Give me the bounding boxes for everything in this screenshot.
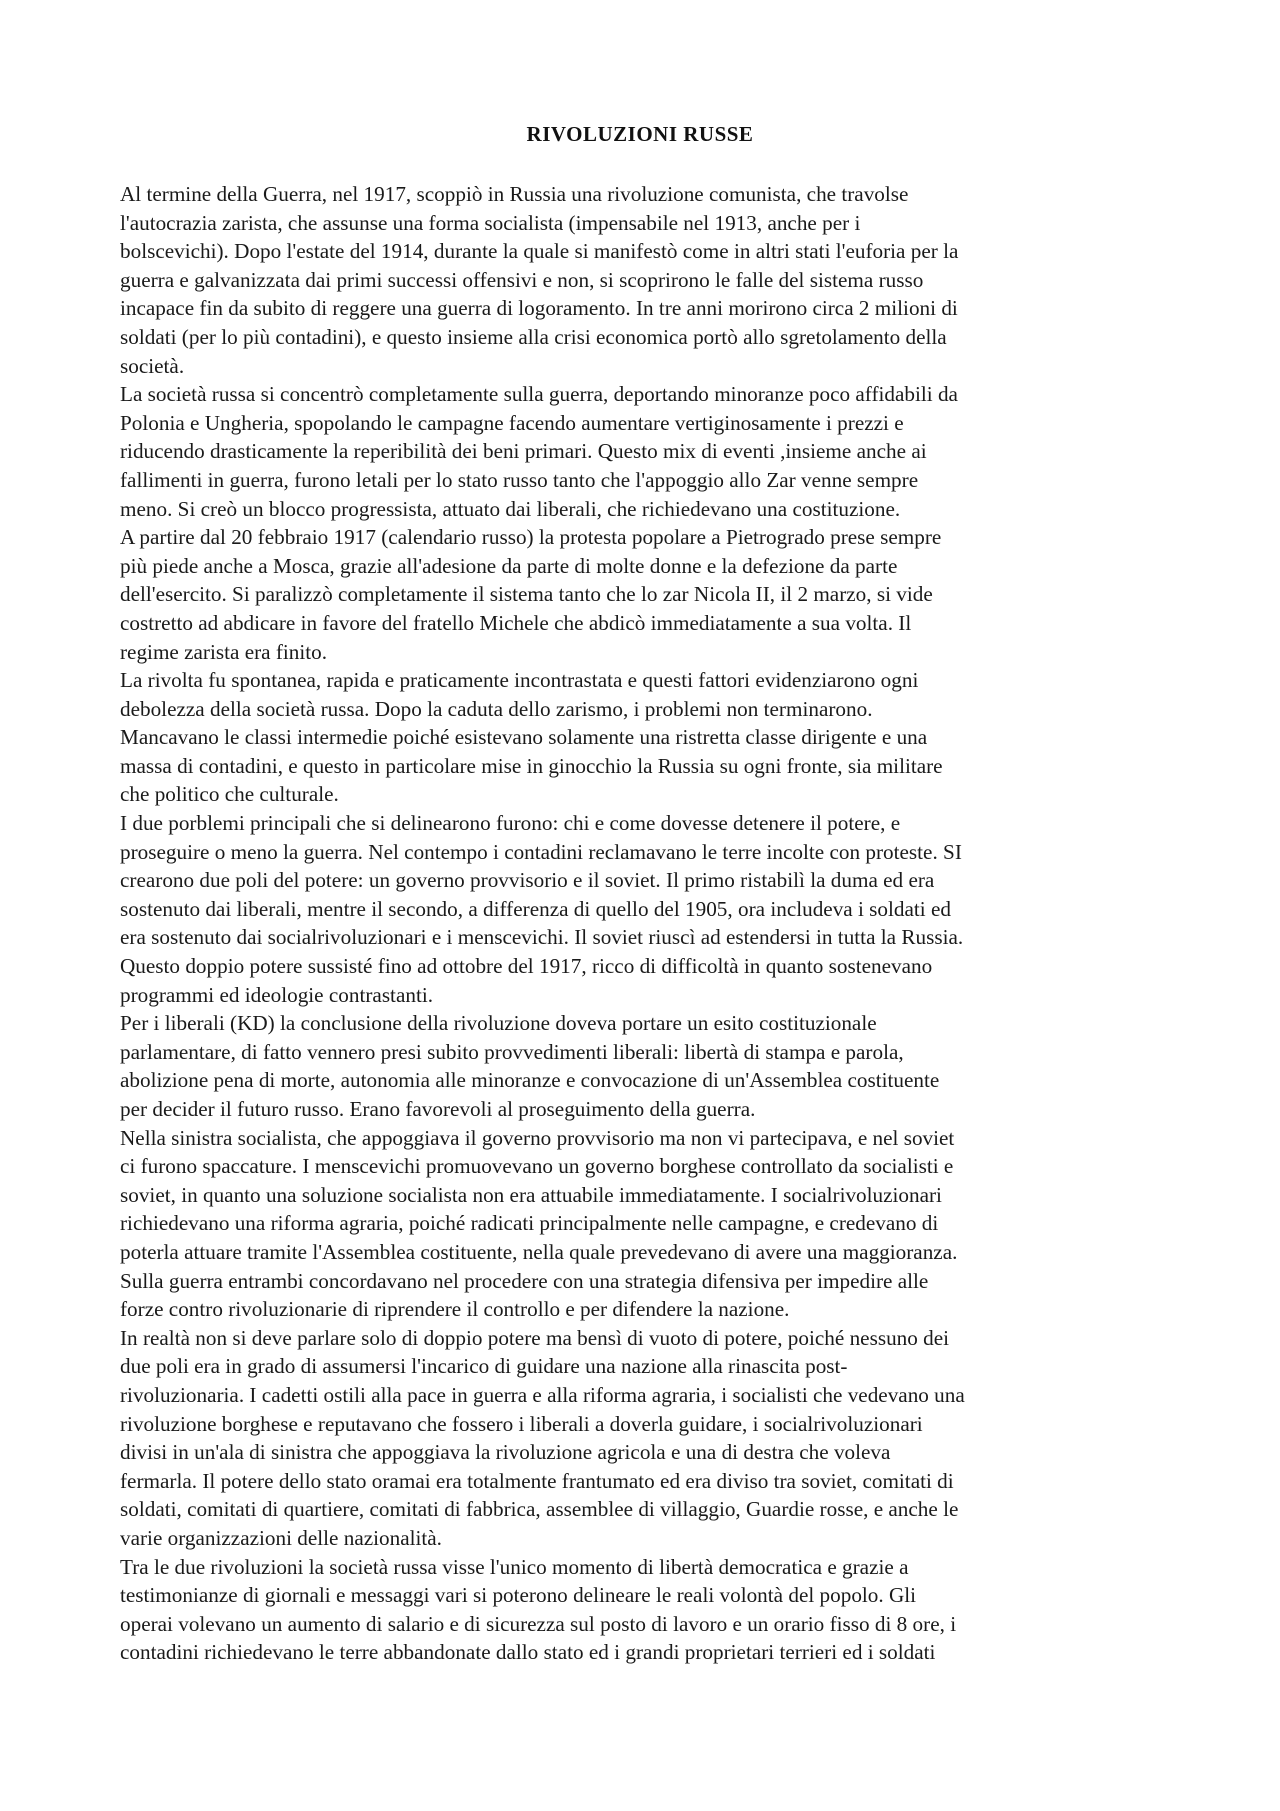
text-line: bolscevichi). Dopo l'estate del 1914, durante la quale si manifestò come in altri stati l'euforia per la	[120, 239, 959, 264]
text-line: La società russa si concentrò completamente sulla guerra, deportando minoranze poco affidabili da	[120, 382, 958, 407]
text-line: debolezza della società russa. Dopo la caduta dello zarismo, i problemi non terminarono.	[120, 696, 873, 721]
text-line: Questo doppio potere sussisté fino ad ottobre del 1917, ricco di difficoltà in quanto sostenevano	[120, 954, 933, 979]
text-line: operai volevano un aumento di salario e di sicurezza sul posto di lavoro e un orario fisso di 8 ore, i	[120, 1611, 957, 1636]
text-line: poterla attuare tramite l'Assemblea costituente, nella quale prevedevano di avere una maggioranza.	[120, 1239, 958, 1264]
text-line: guerra e galvanizzata dai primi successi offensivi e non, si scoprirono le falle del sistema russo	[120, 267, 924, 292]
text-line: fermarla. Il potere dello stato oramai era totalmente frantumato ed era diviso tra soviet, comitati di	[120, 1468, 954, 1493]
text-line: richiedevano una riforma agraria, poiché radicati principalmente nelle campagne, e credevano di	[120, 1211, 939, 1236]
text-line: meno. Si creò un blocco progressista, attuato dai liberali, che richiedevano una costituzione.	[120, 496, 901, 521]
text-line: fallimenti in guerra, furono letali per lo stato russo tanto che l'appoggio allo Zar venne sempre	[120, 467, 919, 492]
text-line: soldati (per lo più contadini), e questo insieme alla crisi economica portò allo sgretolamento della	[120, 324, 947, 349]
text-line: programmi ed ideologie contrastanti.	[120, 982, 434, 1007]
text-line: I due porblemi principali che si delinearono furono: chi e come dovesse detenere il potere, e	[120, 811, 901, 836]
text-line: crearono due poli del potere: un governo provvisorio e il soviet. Il primo ristabilì la duma ed era	[120, 868, 935, 893]
text-line: Tra le due rivoluzioni la società russa visse l'unico momento di libertà democratica e grazie a	[120, 1554, 909, 1579]
text-line: che politico che culturale.	[120, 782, 339, 807]
text-line: soviet, in quanto una soluzione socialista non era attuabile immediatamente. I socialrivoluzionari	[120, 1182, 942, 1207]
text-line: Mancavano le classi intermedie poiché esistevano solamente una ristretta classe dirigente e una	[120, 725, 928, 750]
text-line: soldati, comitati di quartiere, comitati di fabbrica, assemblee di villaggio, Guardie rosse, e anche le	[120, 1497, 959, 1522]
text-line: ci furono spaccature. I menscevichi promuovevano un governo borghese controllato da socialisti e	[120, 1154, 954, 1179]
text-line: dell'esercito. Si paralizzò completamente il sistema tanto che lo zar Nicola II, il 2 marzo, si vide	[120, 582, 933, 607]
text-line: parlamentare, di fatto vennero presi subito provvedimenti liberali: libertà di stampa e parola,	[120, 1039, 904, 1064]
text-line: più piede anche a Mosca, grazie all'adesione da parte di molte donne e la defezione da parte	[120, 553, 898, 578]
text-line: Per i liberali (KD) la conclusione della rivoluzione doveva portare un esito costituzionale	[120, 1011, 877, 1036]
document-title: RIVOLUZIONI RUSSE	[526, 122, 754, 146]
text-line: Polonia e Ungheria, spopolando le campagne facendo aumentare vertiginosamente i prezzi e	[120, 410, 904, 435]
text-line: abolizione pena di morte, autonomia alle minoranze e convocazione di un'Assemblea costituente	[120, 1068, 940, 1093]
text-line: forze contro rivoluzionarie di riprendere il controllo e per difendere la nazione.	[120, 1297, 790, 1322]
text-line: proseguire o meno la guerra. Nel contempo i contadini reclamavano le terre incolte con proteste. SI	[120, 839, 962, 864]
text-line: In realtà non si deve parlare solo di doppio potere ma bensì di vuoto di potere, poiché nessuno dei	[120, 1325, 950, 1350]
document-body	[120, 180, 1160, 1667]
text-line: rivoluzionaria. I cadetti ostili alla pace in guerra e alla riforma agraria, i socialisti che vedevano una	[120, 1382, 965, 1407]
text-line: massa di contadini, e questo in particolare mise in ginocchio la Russia su ogni fronte, sia militare	[120, 753, 943, 778]
text-line: incapace fin da subito di reggere una guerra di logoramento. In tre anni morirono circa 2 milioni di	[120, 296, 958, 321]
text-line: due poli era in grado di assumersi l'incarico di guidare una nazione alla rinascita post-	[120, 1354, 848, 1379]
text-line: Sulla guerra entrambi concordavano nel procedere con una strategia difensiva per impedire alle	[120, 1268, 929, 1293]
text-line: regime zarista era finito.	[120, 639, 328, 664]
text-line: contadini richiedevano le terre abbandonate dallo stato ed i grandi proprietari terrieri ed i soldati	[120, 1640, 936, 1665]
text-line: testimonianze di giornali e messaggi vari si poterono delineare le reali volontà del popolo. Gli	[120, 1583, 917, 1608]
text-line: era sostenuto dai socialrivoluzionari e i menscevichi. Il soviet riuscì ad estendersi in tutta la Russia.	[120, 925, 964, 950]
text-line: rivoluzione borghese e reputavano che fossero i liberali a doverla guidare, i socialrivoluzionari	[120, 1411, 923, 1436]
text-line: per decider il futuro russo. Erano favorevoli al proseguimento della guerra.	[120, 1097, 756, 1121]
text-line: La rivolta fu spontanea, rapida e praticamente incontrastata e questi fattori evidenziarono ogni	[120, 668, 919, 693]
text-line: divisi in un'ala di sinistra che appoggiava la rivoluzione agricola e una di destra che voleva	[120, 1440, 891, 1465]
text-line: sostenuto dai liberali, mentre il secondo, a differenza di quello del 1905, ora includeva i soldati ed	[120, 896, 951, 921]
text-line: Al termine della Guerra, nel 1917, scoppiò in Russia una rivoluzione comunista, che travolse	[120, 182, 909, 206]
text-line: costretto ad abdicare in favore del fratello Michele che abdicò immediatamente a sua volta. Il	[120, 610, 912, 635]
text-line: l'autocrazia zarista, che assunse una forma socialista (impensabile nel 1913, anche per i	[120, 210, 861, 235]
text-line: società.	[120, 353, 185, 378]
text-line: Nella sinistra socialista, che appoggiava il governo provvisorio ma non vi partecipava, e nel soviet	[120, 1125, 955, 1150]
text-line: riducendo drasticamente la reperibilità dei beni primari. Questo mix di eventi ,insieme anche ai	[120, 439, 927, 464]
text-line: A partire dal 20 febbraio 1917 (calendario russo) la protesta popolare a Pietrogrado prese sempre	[120, 525, 942, 550]
text-line: varie organizzazioni delle nazionalità.	[120, 1525, 442, 1550]
